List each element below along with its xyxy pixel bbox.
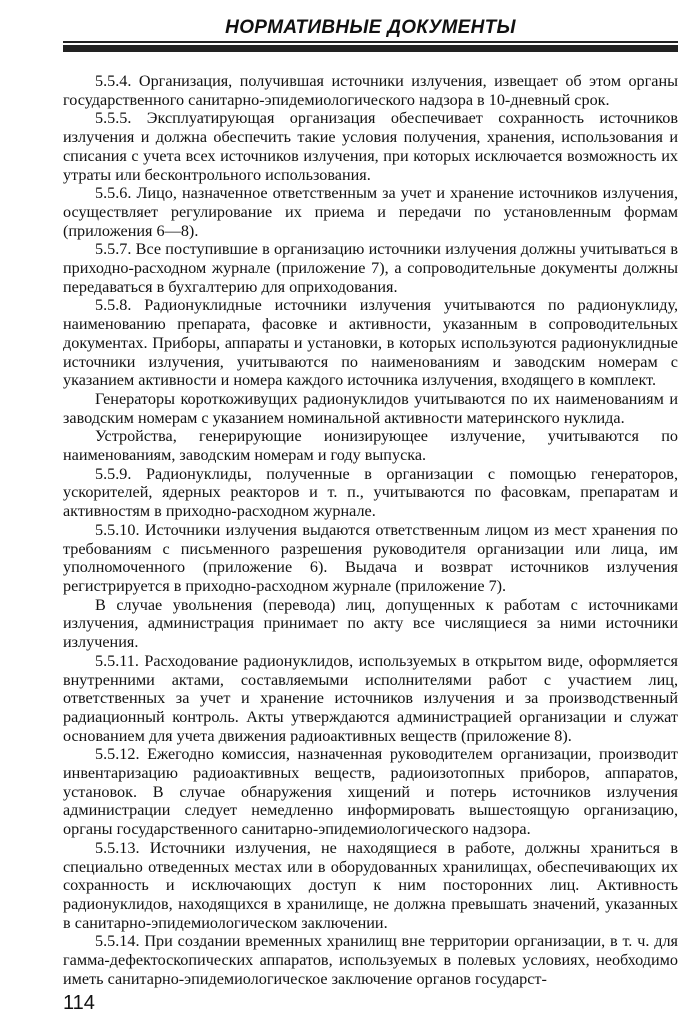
header-rule-thick (63, 45, 678, 52)
page-body (63, 72, 678, 988)
paragraph-5-5-6: 5.5.6. Лицо, назначенное ответственным за учет и хранение источников излучения, осуществляет регулирование их приема и передачи по установленным формам (приложения 6—8). (63, 184, 678, 240)
page-number: 114 (63, 992, 95, 1014)
paragraph-5-5-11: 5.5.11. Расходование радионуклидов, используемых в открытом виде, оформляется внутренними актами, составляемыми исполнителями работ с участием лиц, ответственных за учет и хранение источников излучения и за производственный радиационный контроль. Акты утверждаются администрацией организации и служат основанием для учета движения радиоактивных веществ (приложение 8). (63, 651, 678, 745)
paragraph-5-5-4: 5.5.4. Организация, получившая источники излучения, извещает об этом органы государственного санитарно-эпидемиологического надзора в 10-дневный срок. (63, 72, 678, 109)
paragraph-generators: Генераторы короткоживущих радионуклидов учитываются по их наименованиям и заводским номерам с указанием номинальной активности материнского нуклида. (63, 389, 678, 427)
paragraph-5-5-14: 5.5.14. При создании временных хранилищ вне территории организации, в т. ч. для гамма-дефектоскопических аппаратов, используемых в полевых условиях, необходимо иметь санитарно-эпидемиологическое заключение органов государст- (63, 932, 678, 988)
paragraph-5-5-13: 5.5.13. Источники излучения, не находящиеся в работе, должны храниться в специально отведенных местах или в оборудованных хранилищах, обеспечивающих их сохранность и исключающих доступ к ним посторонних лиц. Активность радионуклидов, находящихся в хранилище, не должна превышать значений, указанных в санитарно-эпидемиологическом заключении. (63, 838, 678, 932)
paragraph-dismissal: В случае увольнения (перевода) лиц, допущенных к работам с источниками излучения, администрация принимает по акту все числящиеся за ними источники излучения. (63, 595, 678, 652)
running-header (63, 0, 678, 60)
header-rule-thin (63, 41, 678, 43)
paragraph-5-5-7: 5.5.7. Все поступившие в организацию источники излучения должны учитываться в приходно-расходном журнале (приложение 7), а сопроводительные документы должны передаваться в бухгалтерию для оприходования. (63, 240, 678, 296)
paragraph-devices: Устройства, генерирующие ионизирующее излучение, учитываются по наименованиям, заводским номерам и году выпуска. (63, 427, 678, 465)
paragraph-5-5-5: 5.5.5. Эксплуатирующая организация обеспечивает сохранность источников излучения и должна обеспечить такие условия получения, хранения, использования и списания с учета всех источников излучения, при которых исключается возможность их утраты или бесконтрольного использования. (63, 109, 678, 184)
paragraph-5-5-8: 5.5.8. Радионуклидные источники излучения учитываются по радионуклиду, наименованию препарата, фасовке и активности, указанным в сопроводительных документах. Приборы, аппараты и установки, в которых используются радионуклидные источники излучения, учитываются по наименованиям и заводским номерам с указанием активности и номера каждого источника излучения, входящего в комплект. (63, 296, 678, 390)
paragraph-5-5-12: 5.5.12. Ежегодно комиссия, назначенная руководителем организации, производит инвентаризацию радиоактивных веществ, радиоизотопных приборов, аппаратов, установок. В случае обнаружения хищений и потерь источников излучения администрации следует немедленно информировать вышестоящую организацию, органы государственного санитарно-эпидемиологического надзора. (63, 745, 678, 839)
paragraph-5-5-10: 5.5.10. Источники излучения выдаются ответственным лицом из мест хранения по требованиям с письменного разрешения руководителя организации или лица, им уполномоченного (приложение 6). Выдача и возврат источников излучения регистрируется в приходно-расходном журнале (приложение 7). (63, 520, 678, 595)
header-title: НОРМАТИВНЫЕ ДОКУМЕНТЫ (225, 17, 516, 38)
paragraph-5-5-9: 5.5.9. Радионуклиды, полученные в организации с помощью генераторов, ускорителей, ядерных реакторов и т. п., учитываются по фасовкам, препаратам и активностям в приходно-расходном журнале. (63, 464, 678, 521)
